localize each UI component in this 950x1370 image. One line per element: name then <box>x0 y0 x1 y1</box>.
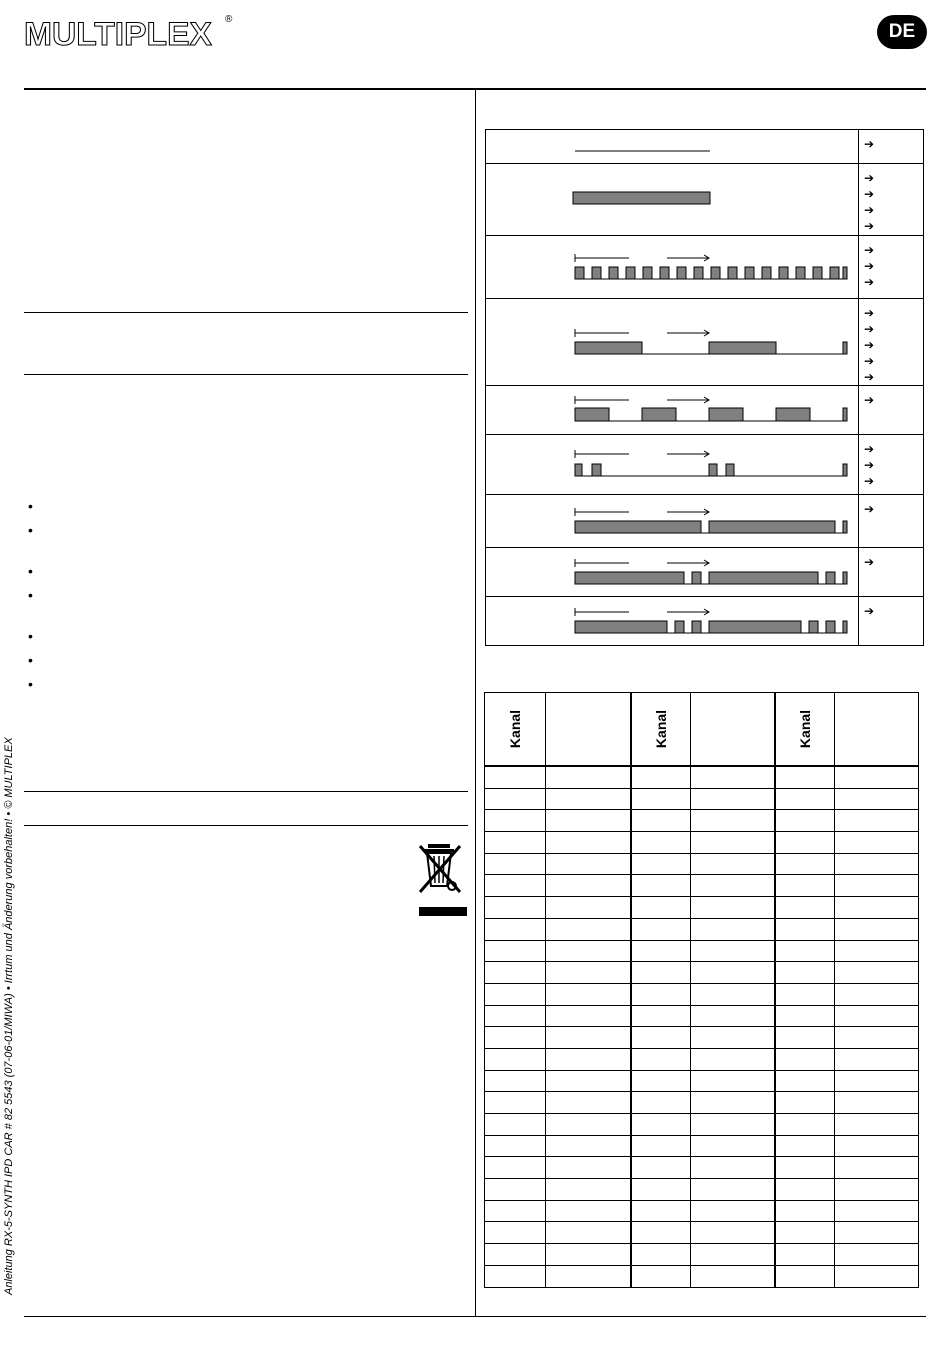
pulse-bar <box>575 621 667 633</box>
channel-cell <box>775 918 835 940</box>
signal-row <box>486 130 924 164</box>
function-cell <box>546 918 632 940</box>
function-cell <box>835 810 919 832</box>
channel-cell <box>775 897 835 919</box>
signal-bar <box>573 192 710 204</box>
function-cell <box>546 810 632 832</box>
function-cell <box>835 1135 919 1157</box>
pulse-bar <box>592 464 601 476</box>
function-cell <box>691 788 776 810</box>
section-rule-3 <box>24 791 468 792</box>
pulse-bar <box>575 521 701 533</box>
pulse-bar <box>609 267 618 279</box>
section-rule-4 <box>24 825 468 826</box>
function-cell <box>691 1135 776 1157</box>
channel-cell <box>631 1222 691 1244</box>
pulse-bar <box>711 267 720 279</box>
function-cell <box>835 983 919 1005</box>
signal-row <box>486 597 924 646</box>
channel-cell <box>631 1157 691 1179</box>
pulse-bar <box>677 267 686 279</box>
channel-cell <box>775 1179 835 1201</box>
signal-arrows: ➔ ➔ ➔ <box>859 435 924 495</box>
channel-cell <box>631 1135 691 1157</box>
pulse-bar <box>809 621 818 633</box>
channel-cell <box>775 1092 835 1114</box>
function-cell <box>546 897 632 919</box>
function-cell <box>835 875 919 897</box>
signal-row <box>486 495 924 548</box>
pulse-bar <box>709 464 717 476</box>
function-cell <box>691 766 776 788</box>
signal-waveform <box>486 236 859 299</box>
waveform-solid <box>486 164 858 235</box>
function-cell <box>835 1222 919 1244</box>
pulse-bar <box>709 408 743 421</box>
channel-cell <box>631 983 691 1005</box>
channel-cell <box>485 1048 546 1070</box>
bullet-1: • <box>28 498 33 514</box>
channel-cell <box>485 1092 546 1114</box>
channel-cell <box>631 853 691 875</box>
function-cell <box>835 1048 919 1070</box>
function-cell <box>546 1092 632 1114</box>
function-cell <box>546 1244 632 1266</box>
waveform-fast <box>486 236 858 298</box>
function-cell <box>546 983 632 1005</box>
pulse-bar <box>643 267 652 279</box>
channel-cell <box>775 766 835 788</box>
function-cell <box>835 918 919 940</box>
channel-cell <box>775 1244 835 1266</box>
channel-cell <box>631 962 691 984</box>
function-cell <box>691 1114 776 1136</box>
pulse-bar <box>709 342 776 354</box>
channel-cell <box>485 897 546 919</box>
pulse-bar <box>675 621 684 633</box>
channel-cell <box>775 983 835 1005</box>
bullet-4: • <box>28 587 33 603</box>
pulse-bar <box>826 572 835 584</box>
channel-cell <box>485 1114 546 1136</box>
channel-cell <box>775 1157 835 1179</box>
function-cell <box>546 1114 632 1136</box>
function-cell <box>835 1157 919 1179</box>
channel-cell <box>485 1265 546 1287</box>
pulse-bar <box>843 572 847 584</box>
pulse-bar <box>709 572 818 584</box>
signal-row <box>486 236 924 299</box>
channel-table-row <box>485 1114 919 1136</box>
pulse-bar <box>592 267 601 279</box>
channel-cell <box>485 1179 546 1201</box>
function-cell <box>691 832 776 854</box>
function-cell <box>835 788 919 810</box>
channel-table-row <box>485 897 919 919</box>
channel-table-header <box>485 693 919 767</box>
function-cell <box>835 897 919 919</box>
pulse-bar <box>796 267 805 279</box>
channel-cell <box>485 810 546 832</box>
function-cell <box>835 832 919 854</box>
function-cell <box>546 940 632 962</box>
pulse-bar <box>692 621 701 633</box>
pulse-bar <box>843 267 847 279</box>
function-cell <box>691 1244 776 1266</box>
pulse-bar <box>843 521 847 533</box>
pulse-bar <box>709 621 801 633</box>
channel-header: Kanal <box>775 693 835 767</box>
channel-cell <box>631 1070 691 1092</box>
channel-cell <box>485 1027 546 1049</box>
function-cell <box>691 962 776 984</box>
signal-arrows: ➔ ➔ ➔ <box>859 236 924 299</box>
function-cell <box>691 853 776 875</box>
footer-rule <box>24 1316 926 1317</box>
channel-cell <box>485 853 546 875</box>
function-cell <box>691 918 776 940</box>
channel-cell <box>631 1114 691 1136</box>
signal-arrows: ➔ <box>859 548 924 597</box>
channel-table-row <box>485 1157 919 1179</box>
channel-table-row <box>485 1222 919 1244</box>
bullet-6: • <box>28 652 33 668</box>
waveform-double-gap <box>486 548 858 596</box>
signal-row <box>486 164 924 236</box>
channel-cell <box>485 1157 546 1179</box>
function-cell <box>546 766 632 788</box>
channel-cell <box>775 875 835 897</box>
channel-table-row <box>485 1265 919 1287</box>
channel-table-row <box>485 1048 919 1070</box>
channel-cell <box>485 962 546 984</box>
function-cell <box>691 1222 776 1244</box>
channel-cell <box>631 897 691 919</box>
function-cell <box>691 983 776 1005</box>
function-cell <box>835 1092 919 1114</box>
bullet-7: • <box>28 676 33 692</box>
signal-waveform <box>486 386 859 435</box>
function-cell <box>835 940 919 962</box>
channel-table-row <box>485 983 919 1005</box>
channel-cell <box>631 940 691 962</box>
pulse-bar <box>575 342 642 354</box>
function-cell <box>546 1200 632 1222</box>
function-cell <box>835 1265 919 1287</box>
pulse-bar <box>575 267 584 279</box>
pulse-bar <box>575 408 609 421</box>
channel-cell <box>485 1070 546 1092</box>
pulse-bar <box>745 267 754 279</box>
function-cell <box>546 1005 632 1027</box>
function-cell <box>546 1048 632 1070</box>
channel-cell <box>775 1048 835 1070</box>
channel-cell <box>485 1200 546 1222</box>
multiplex-logo: MULTIPLEX <box>24 16 212 52</box>
pulse-bar <box>826 621 835 633</box>
channel-cell <box>631 1179 691 1201</box>
channel-header: Kanal <box>631 693 691 767</box>
channel-cell <box>485 1135 546 1157</box>
channel-cell <box>485 875 546 897</box>
channel-cell <box>775 832 835 854</box>
signal-table <box>485 129 924 646</box>
function-cell <box>835 853 919 875</box>
function-cell <box>546 1222 632 1244</box>
function-cell <box>546 875 632 897</box>
channel-cell <box>631 788 691 810</box>
channel-cell <box>775 1114 835 1136</box>
pulse-bar <box>843 464 847 476</box>
function-cell <box>546 1265 632 1287</box>
channel-cell <box>485 1244 546 1266</box>
pulse-bar <box>762 267 771 279</box>
channel-table-row <box>485 1005 919 1027</box>
channel-cell <box>775 1200 835 1222</box>
bullet-3: • <box>28 563 33 579</box>
channel-cell <box>485 788 546 810</box>
pulse-bar <box>843 621 847 633</box>
function-cell <box>691 1070 776 1092</box>
channel-cell <box>775 940 835 962</box>
channel-cell <box>631 875 691 897</box>
bullet-5: • <box>28 628 33 644</box>
channel-table-row <box>485 1092 919 1114</box>
channel-header: Kanal <box>485 693 546 767</box>
channel-cell <box>631 1027 691 1049</box>
signal-arrows: ➔ ➔ ➔ ➔ ➔ <box>859 299 924 386</box>
function-header <box>546 693 632 767</box>
function-cell <box>546 1157 632 1179</box>
function-cell <box>691 1265 776 1287</box>
signal-arrows: ➔ <box>859 386 924 435</box>
function-cell <box>691 1200 776 1222</box>
function-cell <box>691 1048 776 1070</box>
channel-cell <box>775 962 835 984</box>
channel-table-row <box>485 1027 919 1049</box>
signal-row <box>486 386 924 435</box>
function-cell <box>835 1027 919 1049</box>
signal-waveform <box>486 597 859 646</box>
signal-arrows: ➔ <box>859 597 924 646</box>
signal-waveform <box>486 299 859 386</box>
section-rule-2 <box>24 374 468 375</box>
function-cell <box>546 853 632 875</box>
channel-cell <box>775 1005 835 1027</box>
function-cell <box>546 1179 632 1201</box>
signal-row <box>486 548 924 597</box>
pulse-bar <box>843 408 847 421</box>
signal-waveform <box>486 495 859 548</box>
channel-cell <box>631 1092 691 1114</box>
channel-cell <box>631 810 691 832</box>
function-cell <box>835 1179 919 1201</box>
pulse-bar <box>660 267 669 279</box>
function-cell <box>546 1070 632 1092</box>
pulse-bar <box>728 267 737 279</box>
function-header <box>691 693 776 767</box>
function-cell <box>691 1179 776 1201</box>
pulse-bar <box>642 408 676 421</box>
pulse-bar <box>575 572 684 584</box>
function-cell <box>691 940 776 962</box>
signal-arrows: ➔ <box>859 495 924 548</box>
function-cell <box>835 1114 919 1136</box>
waveform-slow <box>486 302 858 383</box>
channel-cell <box>775 1222 835 1244</box>
function-cell <box>835 766 919 788</box>
function-cell <box>691 875 776 897</box>
side-note: Anleitung RX-5-SYNTH IPD CAR # 82 5543 (07-06-01/MIWA) • Irrtum und Änderung vorbehalten! • © MULTIPLEX <box>3 737 15 1295</box>
signal-waveform <box>486 130 859 164</box>
channel-cell <box>485 1005 546 1027</box>
channel-table-row <box>485 940 919 962</box>
pulse-bar <box>726 464 734 476</box>
signal-waveform <box>486 435 859 495</box>
function-cell <box>835 1005 919 1027</box>
function-cell <box>691 1157 776 1179</box>
channel-cell <box>631 1200 691 1222</box>
channel-cell <box>631 1265 691 1287</box>
function-cell <box>835 962 919 984</box>
function-cell <box>546 788 632 810</box>
channel-cell <box>485 918 546 940</box>
function-cell <box>835 1070 919 1092</box>
channel-cell <box>775 853 835 875</box>
channel-table-row <box>485 875 919 897</box>
pulse-bar <box>626 267 635 279</box>
channel-cell <box>631 832 691 854</box>
channel-cell <box>631 918 691 940</box>
channel-cell <box>485 832 546 854</box>
pulse-bar <box>843 342 847 354</box>
signal-waveform <box>486 164 859 236</box>
pulse-bar <box>709 521 835 533</box>
signal-arrows: ➔ ➔ ➔ ➔ <box>859 164 924 236</box>
channel-cell <box>775 788 835 810</box>
channel-table-row <box>485 1179 919 1201</box>
section-rule-1 <box>24 312 468 313</box>
pulse-bar <box>830 267 839 279</box>
pulse-bar <box>692 572 701 584</box>
function-cell <box>546 962 632 984</box>
channel-table-row <box>485 1135 919 1157</box>
waveform-medium <box>486 386 858 434</box>
channel-table-row <box>485 853 919 875</box>
waveform-double-pulse <box>486 435 858 494</box>
function-cell <box>546 1135 632 1157</box>
function-cell <box>691 1027 776 1049</box>
channel-cell <box>631 766 691 788</box>
function-cell <box>546 1027 632 1049</box>
pulse-bar <box>813 267 822 279</box>
registered-mark: ® <box>225 14 233 25</box>
channel-table-row <box>485 1070 919 1092</box>
channel-cell <box>485 940 546 962</box>
signal-arrows: ➔ <box>859 130 924 164</box>
channel-cell <box>485 983 546 1005</box>
waveform-triple-gap <box>486 597 858 645</box>
pulse-bar <box>776 408 810 421</box>
channel-table-row <box>485 832 919 854</box>
weee-bin-icon <box>416 840 468 920</box>
channel-cell <box>485 766 546 788</box>
channel-cell <box>775 810 835 832</box>
signal-waveform <box>486 548 859 597</box>
function-cell <box>691 897 776 919</box>
channel-cell <box>485 1222 546 1244</box>
language-badge: DE <box>877 15 927 49</box>
signal-row <box>486 299 924 386</box>
function-cell <box>691 810 776 832</box>
function-cell <box>691 1092 776 1114</box>
channel-cell <box>775 1070 835 1092</box>
channel-cell <box>631 1244 691 1266</box>
channel-table-row <box>485 962 919 984</box>
function-cell <box>546 832 632 854</box>
channel-table-row <box>485 810 919 832</box>
channel-cell <box>775 1027 835 1049</box>
channel-table-row <box>485 788 919 810</box>
bullet-2: • <box>28 522 33 538</box>
channel-table <box>484 692 919 1288</box>
channel-table-row <box>485 1200 919 1222</box>
function-header <box>835 693 919 767</box>
channel-cell <box>775 1265 835 1287</box>
channel-table-row <box>485 766 919 788</box>
function-cell <box>691 1005 776 1027</box>
function-cell <box>835 1200 919 1222</box>
signal-row <box>486 435 924 495</box>
channel-table-row <box>485 1244 919 1266</box>
pulse-bar <box>694 267 703 279</box>
channel-table-row <box>485 918 919 940</box>
function-cell <box>835 1244 919 1266</box>
pulse-bar <box>779 267 788 279</box>
column-divider <box>475 90 476 1316</box>
channel-cell <box>775 1135 835 1157</box>
waveform-line <box>486 130 858 163</box>
waveform-single-gap <box>486 495 858 547</box>
pulse-bar <box>575 464 582 476</box>
channel-cell <box>631 1005 691 1027</box>
channel-cell <box>631 1048 691 1070</box>
